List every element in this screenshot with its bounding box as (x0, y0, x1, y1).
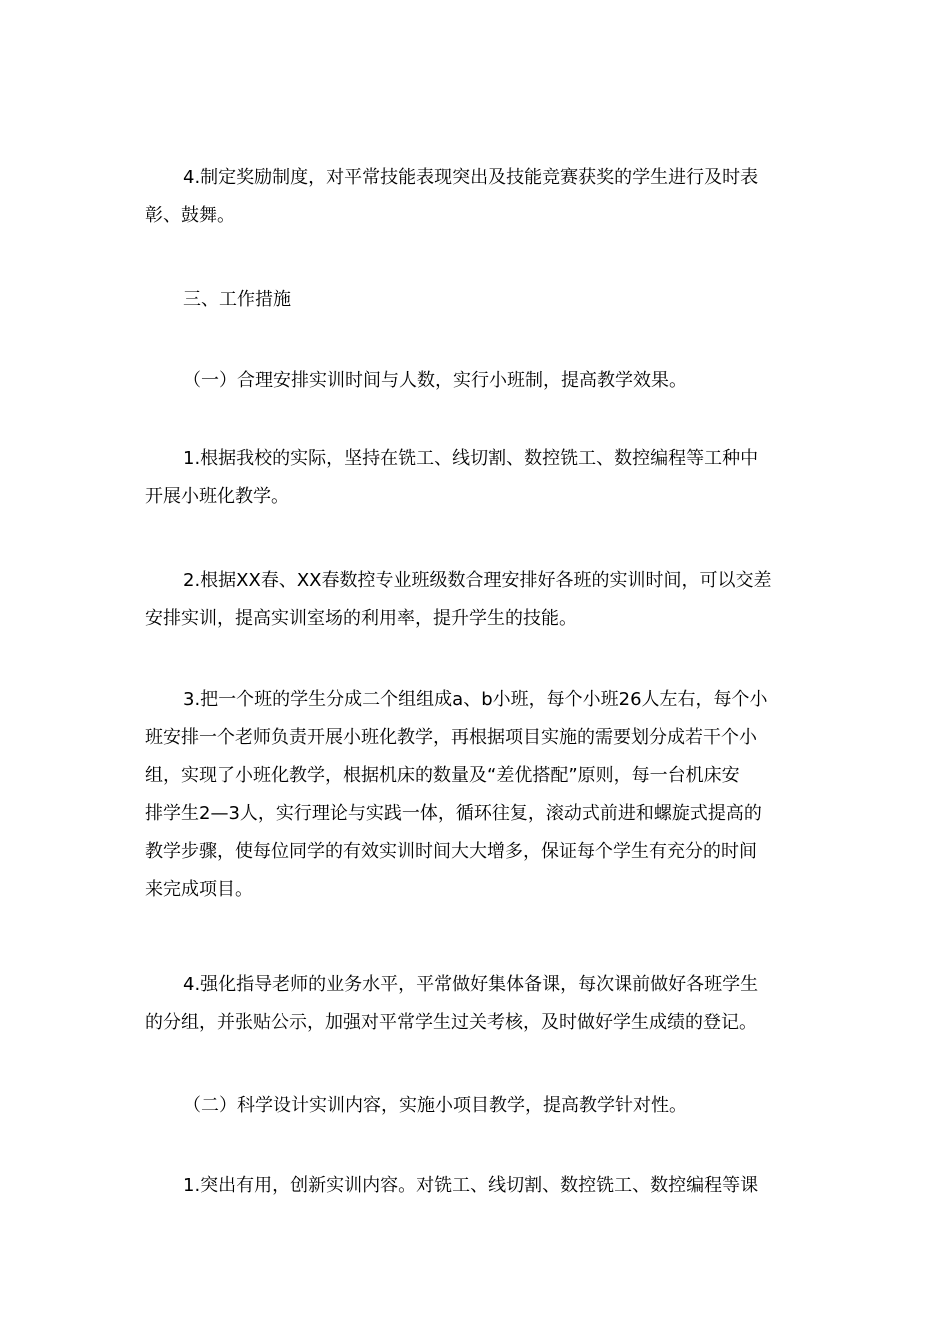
text-line: 4.强化指导老师的业务水平，平常做好集体备课，每次课前做好各班学生 (183, 974, 759, 995)
text-line: 的分组，并张贴公示，加强对平常学生过关考核，及时做好学生成绩的登记。 (145, 1012, 757, 1033)
text-line: （二）科学设计实训内容，实施小项目教学，提高教学针对性。 (183, 1095, 687, 1116)
paragraph-practical-content (145, 1167, 810, 1205)
text-line: 彰、鼓舞。 (145, 205, 235, 226)
text-line: 排学生2—3人，实行理论与实践一体，循环往复，滚动式前进和螺旋式提高的 (145, 803, 762, 824)
text-line: 安排实训，提高实训室场的利用率，提升学生的技能。 (145, 608, 577, 629)
text-line: 来完成项目。 (145, 879, 253, 900)
paragraph-training-schedule (145, 562, 810, 638)
text-line: 1.根据我校的实际，坚持在铣工、线切割、数控铣工、数控编程等工种中 (183, 448, 759, 469)
text-line: 1.突出有用，创新实训内容。对铣工、线切割、数控铣工、数控编程等课 (183, 1175, 759, 1196)
text-line: 教学步骤，使每位同学的有效实训时间大大增多，保证每个学生有充分的时间 (145, 841, 757, 862)
text-line: 3.把一个班的学生分成二个组组成a、b小班，每个小班26人左右，每个小 (183, 689, 768, 710)
text-line: 三、工作措施 (183, 289, 291, 310)
paragraph-small-class-teaching (145, 440, 810, 516)
text-line: 班安排一个老师负责开展小班化教学，再根据项目实施的需要划分成若干个小 (145, 727, 757, 748)
text-line: 2.根据XX春、XX春数控专业班级数合理安排好各班的实训时间，可以交差 (183, 570, 772, 591)
section-heading-work-measures (145, 281, 810, 319)
text-line: 开展小班化教学。 (145, 486, 289, 507)
text-line: 4.制定奖励制度，对平常技能表现突出及技能竞赛获奖的学生进行及时表 (183, 167, 759, 188)
subsection-heading-1 (145, 362, 810, 400)
subsection-heading-2 (145, 1087, 810, 1125)
paragraph-class-grouping (145, 681, 810, 909)
paragraph-teacher-guidance (145, 966, 810, 1042)
paragraph-award-system (145, 159, 810, 235)
text-line: （一）合理安排实训时间与人数，实行小班制，提高教学效果。 (183, 370, 687, 391)
text-line: 组，实现了小班化教学，根据机床的数量及“差优搭配”原则，每一台机床安 (145, 765, 740, 786)
